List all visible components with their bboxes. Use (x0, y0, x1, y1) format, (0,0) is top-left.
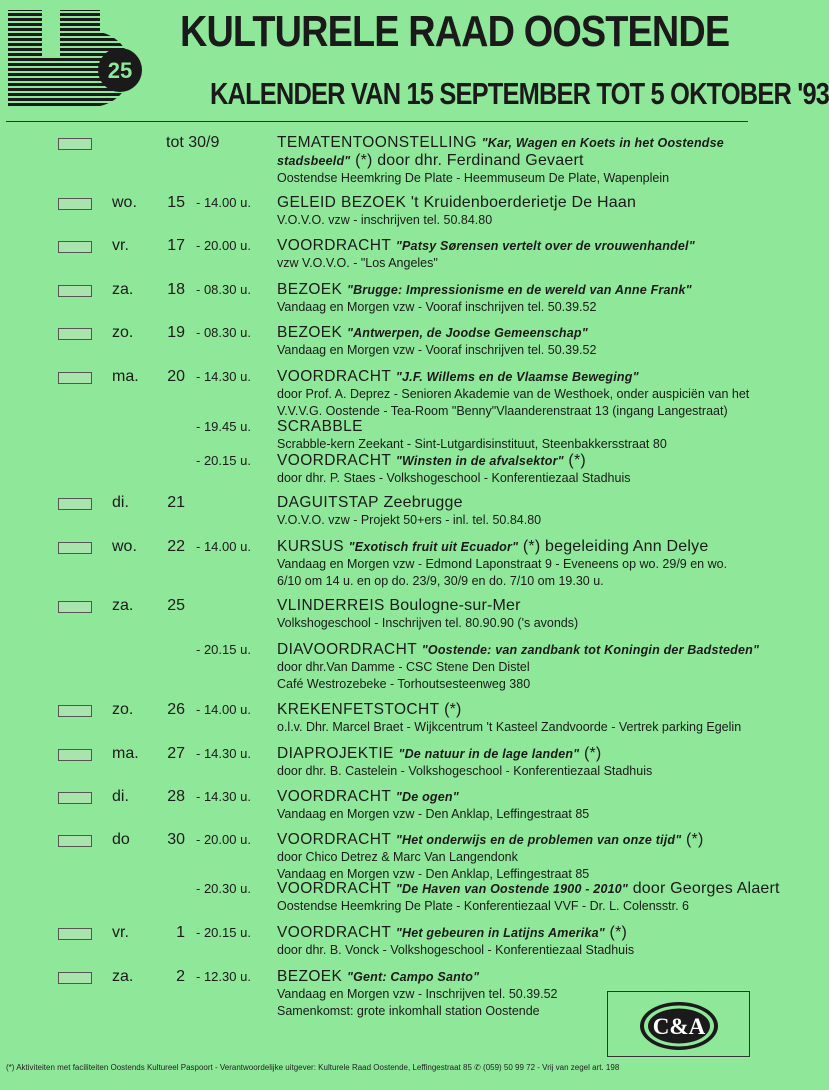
event-category: KURSUS (277, 538, 344, 555)
date-box (58, 138, 92, 150)
event-day-number: 17 (167, 237, 185, 254)
event-category: GELEID BEZOEK (277, 194, 407, 211)
event-day-number: 15 (167, 194, 185, 211)
event-heading (277, 237, 755, 255)
event-extra: (*) (579, 745, 602, 762)
event-detail-line: Scrabble-kern Zeekant - Sint-Lutgardisinstituut, Steenbakkersstraat 80 (277, 437, 667, 451)
event-time: - 20.15 u. (196, 925, 251, 940)
event-title: "Patsy Sørensen vertelt over de vrouwenhandel" (395, 239, 695, 253)
event-heading (277, 368, 755, 386)
date-box (58, 285, 92, 297)
event-day-number: 18 (167, 281, 185, 298)
event-extra: (*) (439, 701, 462, 718)
date-box (58, 705, 92, 717)
svg-text:C&A: C&A (652, 1014, 706, 1039)
event-extra: (*) door dhr. Ferdinand Gevaert (350, 152, 584, 169)
event-day-number: 22 (167, 538, 185, 555)
event-title: "De ogen" (395, 790, 459, 804)
event-heading (277, 924, 755, 942)
event-time: - 20.30 u. (196, 881, 251, 896)
event-category: VOORDRACHT (277, 880, 392, 897)
event-title: "Gent: Campo Santo" (346, 970, 480, 984)
event-heading (277, 701, 755, 719)
event-title: "De Haven van Oostende 1900 - 2010" (395, 882, 629, 896)
event-content (277, 194, 755, 229)
event-content (277, 368, 755, 420)
event-detail-line: door dhr. P. Staes - Volkshogeschool - Konferentiezaal Stadhuis (277, 471, 631, 485)
event-category: SCRABBLE (277, 418, 363, 435)
date-box (58, 372, 92, 384)
event-category: DIAVOORDRACHT (277, 641, 418, 658)
event-title: "Brugge: Impressionisme en de wereld van Anne Frank" (346, 283, 692, 297)
event-title: "Winsten in de afvalsektor" (395, 454, 564, 468)
event-heading (277, 281, 755, 299)
ca-logo (638, 1000, 720, 1052)
event-weekday: wo. (112, 538, 137, 555)
event-heading (277, 418, 755, 436)
event-heading (277, 745, 755, 763)
event-time: - 12.30 u. (196, 969, 251, 984)
event-heading (277, 831, 755, 849)
event-title: "J.F. Willems en de Vlaamse Beweging" (395, 370, 639, 384)
event-content (277, 418, 755, 453)
event-extra: Zeebrugge (378, 494, 463, 511)
event-day-number: 25 (167, 597, 185, 614)
event-category: TEMATENTOONSTELLING (277, 134, 477, 151)
event-detail-line: Oostendse Heemkring De Plate - Heemmuseum De Plate, Wapenplein (277, 171, 670, 185)
event-day-number: 21 (167, 494, 185, 511)
date-box (58, 241, 92, 253)
event-detail-line: Vandaag en Morgen vzw - Edmond Laponstraat 9 - Eveneens op wo. 29/9 en wo. (277, 557, 728, 571)
event-weekday: vr. (112, 237, 129, 254)
event-heading (277, 538, 755, 556)
date-box (58, 328, 92, 340)
date-box (58, 749, 92, 761)
event-extra: 't Kruidenboerderietje De Haan (406, 194, 637, 211)
event-weekday: di. (112, 494, 129, 511)
event-detail-line: Samenkomst: grote inkomhall station Oostende (277, 1004, 540, 1018)
date-box (58, 972, 92, 984)
event-category: DAGUITSTAP (277, 494, 379, 511)
event-content (277, 880, 780, 915)
event-time: - 14.30 u. (196, 369, 251, 384)
date-box (58, 601, 92, 613)
event-content (277, 924, 755, 959)
event-heading (277, 788, 755, 806)
event-category: VOORDRACHT (277, 924, 392, 941)
event-category: BEZOEK (277, 281, 343, 298)
event-heading (277, 641, 760, 659)
event-time: - 20.15 u. (196, 453, 251, 468)
event-content (277, 831, 755, 883)
footer-note: (*) Aktiviteiten met faciliteiten Oostends Kultureel Paspoort - Verantwoordelijke uitgever: Kulturele Raad Oostende, Leffingestraat 85 ✆ (059) 50 99 72 - Vrij van zegel art. 198 (6, 1063, 620, 1072)
event-extra: door Georges Alaert (628, 880, 780, 897)
event-content (277, 281, 755, 316)
event-content (277, 701, 755, 736)
event-extra: (*) begeleiding Ann Delye (518, 538, 709, 555)
event-weekday: do (112, 831, 130, 848)
event-title: "Exotisch fruit uit Ecuador" (348, 540, 519, 554)
event-detail-line: Vandaag en Morgen vzw - Vooraf inschrijven tel. 50.39.52 (277, 300, 597, 314)
event-extra: Boulogne-sur-Mer (384, 597, 521, 614)
event-title: "Antwerpen, de Joodse Gemeenschap" (346, 326, 588, 340)
event-detail-line: vzw V.O.V.O. - "Los Angeles" (277, 256, 438, 270)
event-content (277, 538, 755, 590)
calendar-subtitle: KALENDER VAN 15 SEPTEMBER TOT 5 OKTOBER '93 (210, 76, 829, 111)
event-detail-line: Vandaag en Morgen vzw - Inschrijven tel. 50.39.52 (277, 987, 558, 1001)
event-detail-line: Vandaag en Morgen vzw - Den Anklap, Leffingestraat 85 (277, 807, 590, 821)
event-heading (277, 597, 755, 615)
event-category: VOORDRACHT (277, 788, 392, 805)
event-content (277, 641, 760, 693)
event-title: "De natuur in de lage landen" (398, 747, 580, 761)
event-weekday: di. (112, 788, 129, 805)
event-time: - 14.00 u. (196, 702, 251, 717)
event-day-number: 1 (176, 924, 185, 941)
event-detail-line: Vandaag en Morgen vzw - Vooraf inschrijven tel. 50.39.52 (277, 343, 597, 357)
event-detail-line: door Prof. A. Deprez - Senioren Akademie van de Westhoek, onder auspiciën van het (277, 387, 750, 401)
event-heading (277, 324, 755, 342)
event-detail-line: V.O.V.O. vzw - Projekt 50+ers - inl. tel. 50.84.80 (277, 513, 542, 527)
event-title: "Het gebeuren in Latijns Amerika" (395, 926, 605, 940)
event-day-number: 19 (167, 324, 185, 341)
event-detail-line: Oostendse Heemkring De Plate - Konferentiezaal VVF - Dr. L. Colensstr. 6 (277, 899, 689, 913)
event-detail-line: o.l.v. Dhr. Marcel Braet - Wijkcentrum 't Kasteel Zandvoorde - Vertrek parking Egelin (277, 720, 742, 734)
event-time: - 19.45 u. (196, 419, 251, 434)
event-time: - 14.00 u. (196, 539, 251, 554)
event-time: - 08.30 u. (196, 282, 251, 297)
event-detail-line: V.O.V.O. vzw - inschrijven tel. 50.84.80 (277, 213, 493, 227)
date-box (58, 835, 92, 847)
event-title: "Oostende: van zandbank tot Koningin der Badsteden" (421, 643, 760, 657)
event-day-number: 2 (176, 968, 185, 985)
event-content (277, 324, 755, 359)
event-time: - 08.30 u. (196, 325, 251, 340)
event-detail-line: 6/10 om 14 u. en op do. 23/9, 30/9 en do. 7/10 om 19.30 u. (277, 574, 604, 588)
event-day-number: 20 (167, 368, 185, 385)
event-extra: (*) (604, 924, 628, 941)
event-category: BEZOEK (277, 968, 343, 985)
event-weekday: ma. (112, 368, 139, 385)
event-title: "Het onderwijs en de problemen van onze tijd" (395, 833, 682, 847)
page-title: KULTURELE RAAD OOSTENDE (180, 7, 730, 56)
event-extra: (*) (563, 452, 586, 469)
event-content (277, 745, 755, 780)
event-detail-line: Vandaag en Morgen vzw - Den Anklap, Leffingestraat 85 (277, 867, 590, 881)
event-day-number: 27 (167, 745, 185, 762)
event-detail-line: door dhr. B. Castelein - Volkshogeschool - Konferentiezaal Stadhuis (277, 764, 653, 778)
event-heading (277, 880, 780, 898)
event-day-number: 26 (167, 701, 185, 718)
event-weekday: za. (112, 597, 134, 614)
event-heading (277, 494, 755, 512)
event-heading (277, 194, 755, 212)
event-weekday: vr. (112, 924, 129, 941)
event-content (277, 452, 755, 487)
event-category: VOORDRACHT (277, 831, 392, 848)
event-heading (277, 134, 755, 170)
date-box (58, 928, 92, 940)
event-detail-line: door dhr.Van Damme - CSC Stene Den Distel (277, 660, 530, 674)
event-category: DIAPROJEKTIE (277, 745, 394, 762)
date-box (58, 542, 92, 554)
event-category: KREKENFETSTOCHT (277, 701, 440, 718)
event-time: - 14.30 u. (196, 789, 251, 804)
date-box (58, 792, 92, 804)
event-category: VOORDRACHT (277, 452, 392, 469)
header-divider (6, 121, 748, 122)
event-category: BEZOEK (277, 324, 343, 341)
event-weekday: zo. (112, 701, 134, 718)
event-time: - 20.00 u. (196, 832, 251, 847)
event-day-number: 28 (167, 788, 185, 805)
event-content (277, 237, 755, 272)
event-weekday: ma. (112, 745, 139, 762)
event-time: - 14.30 u. (196, 746, 251, 761)
event-weekday: zo. (112, 324, 134, 341)
logo-number: 25 (107, 58, 133, 83)
date-box (58, 198, 92, 210)
kulturele-raad-logo (6, 8, 166, 108)
event-day-number: 30 (167, 831, 185, 848)
event-time: - 14.00 u. (196, 195, 251, 210)
event-time: - 20.00 u. (196, 238, 251, 253)
event-content (277, 597, 755, 632)
event-weekday: wo. (112, 194, 137, 211)
event-detail-line: V.V.V.G. Oostende - Tea-Room "Benny"Vlaanderenstraat 13 (ingang Langestraat) (277, 404, 728, 418)
date-box (58, 498, 92, 510)
event-content (277, 494, 755, 529)
event-content (277, 788, 755, 823)
event-detail-line: door dhr. B. Vonck - Volkshogeschool - Konferentiezaal Stadhuis (277, 943, 635, 957)
event-extra: (*) (681, 831, 704, 848)
event-detail-line: Café Westrozebeke - Torhoutsesteenweg 380 (277, 677, 531, 691)
event-weekday: za. (112, 968, 134, 985)
event-date-range: tot 30/9 (166, 134, 220, 151)
event-time: - 20.15 u. (196, 642, 251, 657)
event-heading (277, 452, 755, 470)
event-heading (277, 968, 755, 986)
event-title: "Kar, Wagen en Koets in het Oostendse stadsbeeld" (277, 136, 724, 168)
event-category: VOORDRACHT (277, 237, 392, 254)
event-detail-line: Volkshogeschool - Inschrijven tel. 80.90.90 ('s avonds) (277, 616, 579, 630)
event-detail-line: door Chico Detrez & Marc Van Langendonk (277, 850, 518, 864)
event-category: VLINDERREIS (277, 597, 385, 614)
event-category: VOORDRACHT (277, 368, 392, 385)
event-weekday: za. (112, 281, 134, 298)
event-content (277, 134, 755, 187)
